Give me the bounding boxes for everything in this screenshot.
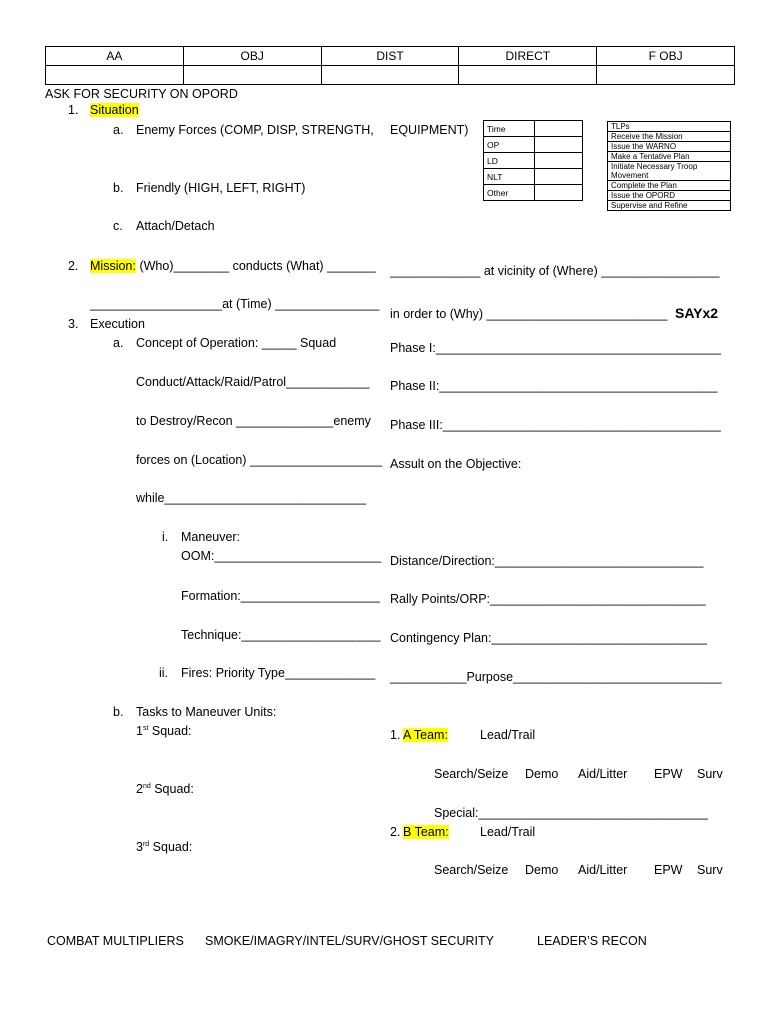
ld-label: LD: [484, 153, 535, 169]
mission-heading: Mission:: [90, 259, 136, 273]
maneuver-text: Maneuver:: [181, 530, 241, 544]
tlps-item: Complete the Plan: [608, 181, 731, 191]
nlt-value[interactable]: [535, 169, 583, 185]
tlps-table: [607, 121, 731, 211]
destroy-text: to Destroy/Recon ______________enemy: [136, 414, 371, 428]
a-team-lead-trail: Lead/Trail: [480, 728, 536, 742]
rally-text: Rally Points/ORP:_______________________________: [390, 592, 706, 606]
third-squad: 3rd Squad:: [136, 840, 193, 854]
a-team-num: 1.: [390, 728, 401, 742]
situation-num: 1.: [68, 103, 79, 117]
execution-num: 3.: [68, 317, 79, 331]
contingency-text: Contingency Plan:_______________________________: [390, 631, 707, 645]
time-row: [484, 137, 583, 153]
a-team-label: A Team:: [403, 728, 448, 742]
ask-security-text: ASK FOR SECURITY ON OPORD: [45, 87, 238, 101]
b-team-num: 2.: [390, 825, 401, 839]
assult-text: Assult on the Objective:: [390, 457, 522, 471]
op-label: OP: [484, 137, 535, 153]
time-table: [483, 120, 583, 201]
purpose-text: ___________Purpose______________________________: [390, 670, 722, 684]
b-team-label: B Team:: [403, 825, 449, 839]
other-value[interactable]: [535, 185, 583, 201]
mission-line1-right: _____________ at vicinity of (Where) _________________: [390, 264, 720, 278]
phase2-text: Phase II:________________________________________: [390, 379, 718, 393]
tlps-item: Initiate Necessary Troop Movement: [608, 162, 731, 181]
attach-detach-text: Attach/Detach: [136, 219, 215, 233]
a-team-epw: EPW: [654, 767, 683, 781]
b-team-surv: Surv: [697, 863, 723, 877]
mission-line2-right: in order to (Why) __________________________: [390, 307, 668, 321]
blank-cell[interactable]: [597, 66, 735, 85]
a-team-aid: Aid/Litter: [578, 767, 628, 781]
situation-c-letter: c.: [113, 219, 123, 233]
fires-text: Fires: Priority Type_____________: [181, 666, 376, 680]
tlps-item: Receive the Mission: [608, 132, 731, 142]
smoke-imagery-line: SMOKE/IMAGRY/INTEL/SURV/GHOST SECURITY: [205, 934, 494, 948]
equipment-text: EQUIPMENT): [390, 123, 469, 137]
b-team-lead-trail: Lead/Trail: [480, 825, 536, 839]
friendly-text: Friendly (HIGH, LEFT, RIGHT): [136, 181, 306, 195]
technique-text: Technique:____________________: [181, 628, 381, 642]
time-value[interactable]: [535, 121, 583, 137]
execution-b-letter: b.: [113, 705, 124, 719]
tlps-item: Make a Tentative Plan: [608, 152, 731, 162]
blank-cell[interactable]: [46, 66, 184, 85]
a-team-search: Search/Seize: [434, 767, 509, 781]
oom-text: OOM:________________________: [181, 549, 382, 563]
mission-line1: (Who)________ conducts (What) _______: [136, 259, 376, 273]
blank-cell[interactable]: [459, 66, 597, 85]
fires-num: ii.: [159, 666, 169, 680]
maneuver-num: i.: [162, 530, 169, 544]
situation-heading: Situation: [90, 103, 139, 117]
phase3-text: Phase III:________________________________________: [390, 418, 721, 432]
time-row: [484, 121, 583, 137]
header-table: [45, 46, 735, 85]
execution-a-letter: a.: [113, 336, 124, 350]
tasks-heading: Tasks to Maneuver Units:: [136, 705, 277, 719]
time-row: [484, 169, 583, 185]
leaders-recon: LEADER’S RECON: [537, 934, 647, 948]
situation-a-letter: a.: [113, 123, 124, 137]
time-label: Time: [484, 121, 535, 137]
header-dist: DIST: [321, 47, 459, 66]
header-blank-row: [46, 66, 735, 85]
tlps-item: Issue the OPORD: [608, 191, 731, 201]
formation-text: Formation:____________________: [181, 589, 380, 603]
forces-text: forces on (Location) ___________________: [136, 453, 383, 467]
header-direct: DIRECT: [459, 47, 597, 66]
b-team-search: Search/Seize: [434, 863, 509, 877]
header-row: [46, 47, 735, 66]
second-squad: 2nd Squad:: [136, 782, 194, 796]
conduct-text: Conduct/Attack/Raid/Patrol____________: [136, 375, 370, 389]
situation-b-letter: b.: [113, 181, 124, 195]
execution-heading: Execution: [90, 317, 145, 331]
nlt-label: NLT: [484, 169, 535, 185]
tlps-heading: TLPs: [608, 122, 731, 132]
header-fobj: F OBJ: [597, 47, 735, 66]
ld-value[interactable]: [535, 153, 583, 169]
blank-cell[interactable]: [183, 66, 321, 85]
header-aa: AA: [46, 47, 184, 66]
a-team-surv: Surv: [697, 767, 723, 781]
special-text: Special:_________________________________: [434, 806, 708, 820]
blank-cell[interactable]: [321, 66, 459, 85]
while-text: while_____________________________: [136, 491, 367, 505]
first-squad: 1st Squad:: [136, 724, 192, 738]
mission-num: 2.: [68, 259, 79, 273]
distance-text: Distance/Direction:______________________________: [390, 554, 704, 568]
b-team-epw: EPW: [654, 863, 683, 877]
time-row: [484, 185, 583, 201]
op-value[interactable]: [535, 137, 583, 153]
a-team-demo: Demo: [525, 767, 559, 781]
header-obj: OBJ: [183, 47, 321, 66]
enemy-forces-text: Enemy Forces (COMP, DISP, STRENGTH,: [136, 123, 374, 137]
say-twice-note: SAYx2: [675, 305, 719, 321]
time-row: [484, 153, 583, 169]
combat-multipliers: COMBAT MULTIPLIERS: [47, 934, 184, 948]
concept-text: Concept of Operation: _____ Squad: [136, 336, 337, 350]
b-team-demo: Demo: [525, 863, 559, 877]
mission-line2: ___________________at (Time) _______________: [90, 297, 380, 311]
b-team-aid: Aid/Litter: [578, 863, 628, 877]
other-label: Other: [484, 185, 535, 201]
tlps-item: Issue the WARNO: [608, 142, 731, 152]
tlps-item: Supervise and Refine: [608, 201, 731, 211]
phase1-text: Phase I:_________________________________________: [390, 341, 721, 355]
